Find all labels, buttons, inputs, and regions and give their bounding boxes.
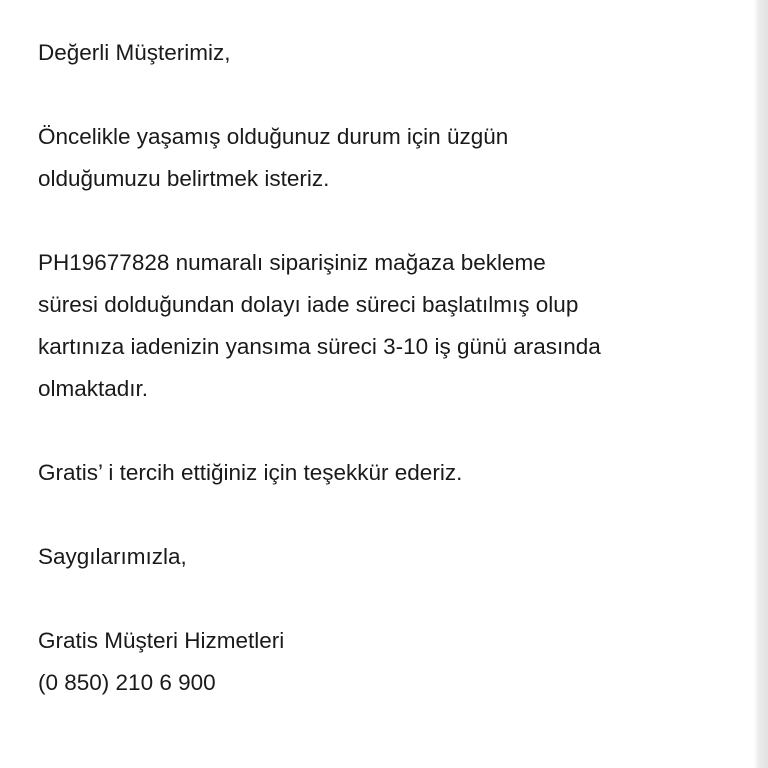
intro-line: olduğumuzu belirtmek isteriz.: [38, 166, 330, 191]
page-edge-shadow: [754, 0, 768, 768]
signature-phone: (0 850) 210 6 900: [38, 670, 216, 695]
order-line: süresi dolduğundan dolayı iade süreci başlatılmış olup: [38, 292, 579, 317]
signature-name: Gratis Müşteri Hizmetleri: [38, 628, 285, 653]
thanks-text: Gratis’ i tercih ettiğiniz için teşekkür ederiz.: [38, 460, 463, 485]
closing: [38, 536, 738, 578]
greeting-text: Değerli Müşterimiz,: [38, 40, 231, 65]
closing-text: Saygılarımızla,: [38, 544, 187, 569]
intro-line: Öncelikle yaşamış olduğunuz durum için üzgün: [38, 124, 509, 149]
signature: [38, 620, 738, 704]
order-line: olmaktadır.: [38, 376, 149, 401]
email-body: [38, 32, 738, 704]
intro-paragraph: [38, 116, 738, 200]
order-paragraph: [38, 242, 738, 410]
thanks-paragraph: [38, 452, 738, 494]
greeting: [38, 32, 738, 74]
order-line: PH19677828 numaralı siparişiniz mağaza bekleme: [38, 250, 546, 275]
order-line: kartınıza iadenizin yansıma süreci 3-10 iş günü arasında: [38, 334, 601, 359]
